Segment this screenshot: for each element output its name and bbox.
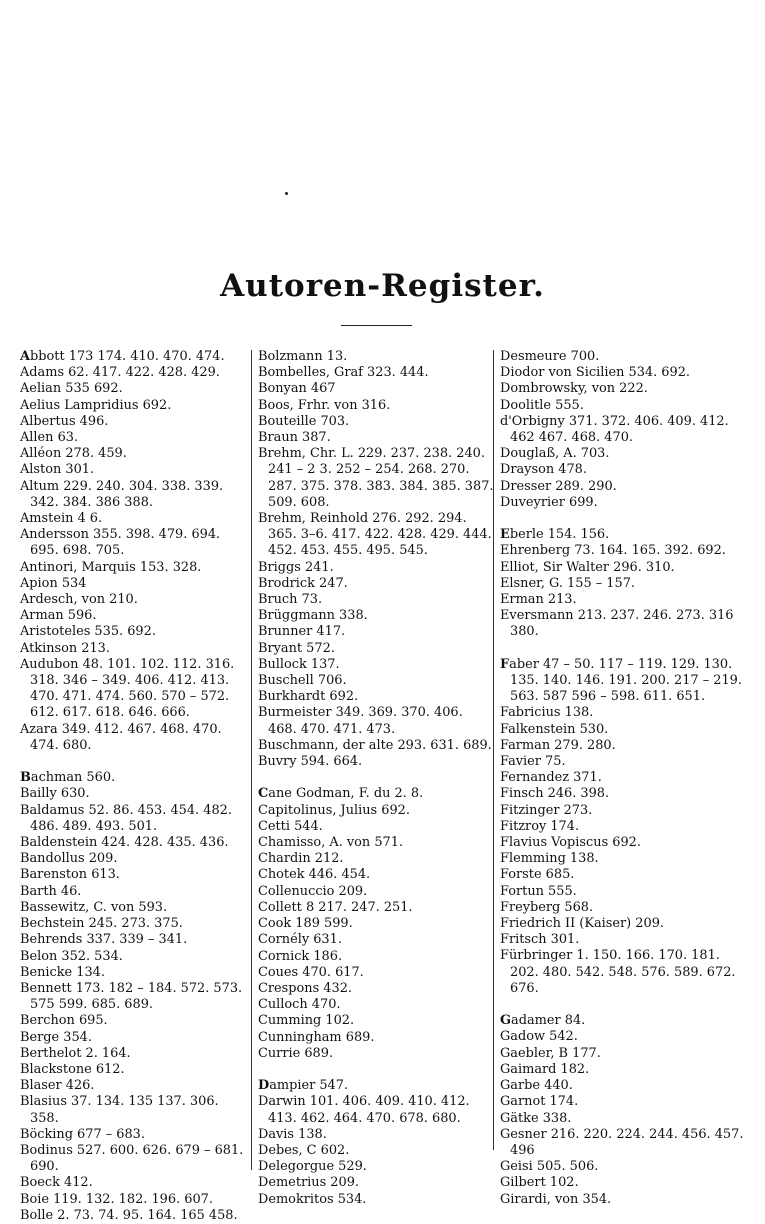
index-entry xyxy=(20,867,248,883)
index-entry xyxy=(500,916,744,932)
index-entry xyxy=(500,722,744,738)
section-gap xyxy=(20,754,248,770)
entry-text: Buschell 706. xyxy=(258,673,347,689)
entry-text: Fitzinger 273. xyxy=(500,802,593,818)
index-entry xyxy=(20,1013,248,1029)
title-rule xyxy=(341,325,412,326)
index-column-1 xyxy=(20,349,248,1224)
entry-text: Garnot 174. xyxy=(500,1094,579,1110)
index-entry xyxy=(20,835,248,851)
index-entry xyxy=(20,1078,248,1094)
entry-text: Favier 75. xyxy=(500,754,566,770)
index-entry xyxy=(500,495,744,511)
section-initial: F xyxy=(500,656,510,672)
entry-text: Boie 119. 132. 182. 196. 607. xyxy=(20,1191,213,1207)
entry-text: aber 47 – 50. 117 – 119. 129. 130. 135. 140. 146. 191. 200. 217 – 219. 563. 587 596 – 598. 611. 651. xyxy=(509,656,742,705)
entry-text: Fortun 555. xyxy=(500,883,577,899)
entry-text: achman 560. xyxy=(30,770,116,786)
index-entry xyxy=(258,414,494,430)
entry-text: Farman 279. 280. xyxy=(500,737,616,753)
entry-text: Azara 349. 412. 467. 468. 470. 474. 680. xyxy=(20,721,222,753)
index-entry xyxy=(20,1175,248,1191)
entry-text: Barth 46. xyxy=(20,883,82,899)
index-entry xyxy=(500,705,744,721)
index-entry xyxy=(500,1111,744,1127)
index-entry xyxy=(20,1208,248,1224)
entry-text: Chardin 212. xyxy=(258,851,344,867)
entry-text: Berthelot 2. 164. xyxy=(20,1045,131,1061)
index-entry xyxy=(500,1127,744,1159)
index-entry xyxy=(500,835,744,851)
entry-text: Flemming 138. xyxy=(500,851,599,867)
index-entry xyxy=(20,981,248,1013)
index-entry xyxy=(500,592,744,608)
entry-text: Braun 387. xyxy=(258,430,331,446)
index-entry xyxy=(500,754,744,770)
index-entry xyxy=(500,738,744,754)
index-entry xyxy=(20,381,248,397)
index-entry xyxy=(20,932,248,948)
entry-text: Alléon 278. 459. xyxy=(20,446,127,462)
index-entry xyxy=(20,770,248,786)
entry-text: Douglaß, A. 703. xyxy=(500,446,610,462)
entry-text: Davis 138. xyxy=(258,1126,327,1142)
index-entry xyxy=(20,1143,248,1175)
entry-text: ampier 547. xyxy=(269,1078,349,1094)
index-entry xyxy=(258,624,494,640)
index-entry xyxy=(500,446,744,462)
index-entry xyxy=(258,965,494,981)
entry-text: Buvry 594. 664. xyxy=(258,754,363,770)
entry-text: Arman 596. xyxy=(20,608,97,624)
index-entry xyxy=(258,738,494,754)
index-entry xyxy=(258,851,494,867)
entry-text: Duveyrier 699. xyxy=(500,494,598,510)
entry-text: Bolle 2. 73. 74. 95. 164. 165 458. xyxy=(20,1207,238,1223)
index-entry xyxy=(20,511,248,527)
index-entry xyxy=(20,803,248,835)
index-entry xyxy=(500,462,744,478)
index-entry xyxy=(258,803,494,819)
entry-text: Baldenstein 424. 428. 435. 436. xyxy=(20,835,229,851)
entry-text: Darwin 101. 406. 409. 410. 412. 413. 462. 464. 470. 678. 680. xyxy=(258,1094,470,1126)
index-entry xyxy=(258,981,494,997)
entry-text: Cornély 631. xyxy=(258,932,342,948)
page-title: Autoren-Register. xyxy=(220,268,545,304)
index-entry xyxy=(500,1094,744,1110)
index-column-2 xyxy=(258,349,494,1208)
index-entry xyxy=(500,867,744,883)
entry-text: Bullock 137. xyxy=(258,656,340,672)
entry-text: Bruch 73. xyxy=(258,592,323,608)
entry-text: Benicke 134. xyxy=(20,964,105,980)
section-initial: G xyxy=(500,1013,512,1029)
entry-text: Blaser 426. xyxy=(20,1078,95,1094)
entry-text: Buschmann, der alte 293. 631. 689. xyxy=(258,737,492,753)
entry-text: Berge 354. xyxy=(20,1029,92,1045)
entry-text: Bandollus 209. xyxy=(20,851,118,867)
index-entry xyxy=(500,786,744,802)
index-entry xyxy=(500,819,744,835)
entry-text: Bonyan 467 xyxy=(258,381,336,397)
index-entry xyxy=(500,803,744,819)
index-entry xyxy=(20,1030,248,1046)
entry-text: Brehm, Reinhold 276. 292. 294. 365. 3–6. 417. 422. 428. 429. 444. 452. 453. 455. 495. 545. xyxy=(258,511,492,559)
entry-text: Bennett 173. 182 – 184. 572. 573. 575 599. 685. 689. xyxy=(20,980,243,1013)
entry-text: Brodrick 247. xyxy=(258,575,348,591)
index-entry xyxy=(258,511,494,560)
index-entry xyxy=(20,592,248,608)
index-entry xyxy=(258,1159,494,1175)
entry-text: Bechstein 245. 273. 375. xyxy=(20,916,183,932)
index-entry xyxy=(500,365,744,381)
entry-text: Brüggmann 338. xyxy=(258,608,368,624)
index-entry xyxy=(258,592,494,608)
index-entry xyxy=(258,560,494,576)
index-entry xyxy=(20,624,248,640)
index-entry xyxy=(20,576,248,592)
entry-text: Collenuccio 209. xyxy=(258,883,368,899)
entry-text: Cunningham 689. xyxy=(258,1029,375,1045)
column-divider-2 xyxy=(493,350,494,1150)
entry-text: Fürbringer 1. 150. 166. 170. 181. 202. 480. 542. 548. 576. 589. 672. 676. xyxy=(500,948,736,996)
entry-text: Chamisso, A. von 571. xyxy=(258,835,404,851)
entry-text: Ardesch, von 210. xyxy=(20,592,138,608)
index-entry xyxy=(20,641,248,657)
entry-text: Barenston 613. xyxy=(20,867,120,883)
section-initial: B xyxy=(20,770,31,786)
index-entry xyxy=(20,900,248,916)
index-entry xyxy=(20,1094,248,1126)
entry-text: Chotek 446. 454. xyxy=(258,867,371,883)
entry-text: Gadow 542. xyxy=(500,1029,578,1045)
entry-text: Debes, C 602. xyxy=(258,1142,350,1158)
index-entry xyxy=(258,786,494,802)
index-entry xyxy=(258,1175,494,1191)
entry-text: Boeck 412. xyxy=(20,1175,93,1191)
index-entry xyxy=(258,754,494,770)
index-entry xyxy=(20,414,248,430)
entry-text: Cornick 186. xyxy=(258,948,343,964)
index-entry xyxy=(500,884,744,900)
entry-text: Collett 8 217. 247. 251. xyxy=(258,899,413,915)
index-entry xyxy=(20,722,248,754)
index-entry xyxy=(258,705,494,737)
entry-text: Bolzmann 13. xyxy=(258,349,348,364)
section-gap xyxy=(258,1062,494,1078)
index-entry xyxy=(258,884,494,900)
index-entry xyxy=(20,462,248,478)
entry-text: Cook 189 599. xyxy=(258,916,353,932)
entry-text: Andersson 355. 398. 479. 694. 695. 698. 705. xyxy=(20,527,221,559)
index-entry xyxy=(500,527,744,543)
index-entry xyxy=(258,430,494,446)
index-entry xyxy=(258,949,494,965)
speck-mark xyxy=(285,192,288,195)
index-entry xyxy=(258,398,494,414)
entry-text: Culloch 470. xyxy=(258,997,341,1013)
entry-text: ane Godman, F. du 2. 8. xyxy=(268,786,424,802)
section-gap xyxy=(258,770,494,786)
entry-text: Coues 470. 617. xyxy=(258,964,364,980)
entry-text: Crespons 432. xyxy=(258,980,352,996)
index-entry xyxy=(500,657,744,706)
entry-text: Apion 534 xyxy=(20,575,87,591)
entry-text: Bodinus 527. 600. 626. 679 – 681. 690. xyxy=(20,1142,244,1175)
section-gap xyxy=(500,641,744,657)
index-entry xyxy=(258,1127,494,1143)
entry-text: Forste 685. xyxy=(500,867,575,883)
entry-text: Garbe 440. xyxy=(500,1078,573,1094)
index-entry xyxy=(258,657,494,673)
index-entry xyxy=(258,1143,494,1159)
entry-text: Ehrenberg 73. 164. 165. 392. 692. xyxy=(500,543,726,559)
entry-text: Audubon 48. 101. 102. 112. 316. 318. 346 – 349. 406. 412. 413. 470. 471. 474. 560. 570 – 572. 612. 617. 618. 646. 666. xyxy=(20,656,235,721)
section-initial: C xyxy=(258,786,269,802)
index-entry xyxy=(500,770,744,786)
index-entry xyxy=(258,867,494,883)
entry-text: Amstein 4 6. xyxy=(20,511,103,527)
entry-text: Aelius Lampridius 692. xyxy=(20,397,172,413)
entry-text: Blasius 37. 134. 135 137. 306. 358. xyxy=(20,1094,219,1126)
index-entry xyxy=(500,948,744,997)
index-entry xyxy=(258,689,494,705)
entry-text: Blackstone 612. xyxy=(20,1061,125,1077)
index-entry xyxy=(20,851,248,867)
index-entry xyxy=(500,479,744,495)
index-entry xyxy=(258,835,494,851)
index-entry xyxy=(20,916,248,932)
entry-text: Bombelles, Graf 323. 444. xyxy=(258,365,429,381)
entry-text: Freyberg 568. xyxy=(500,899,594,915)
index-entry xyxy=(500,576,744,592)
index-entry xyxy=(500,1046,744,1062)
index-entry xyxy=(258,1078,494,1094)
index-entry xyxy=(20,1046,248,1062)
section-initial: D xyxy=(258,1078,270,1094)
index-entry xyxy=(20,786,248,802)
entry-text: Finsch 246. 398. xyxy=(500,786,610,802)
index-entry xyxy=(500,608,744,640)
index-entry xyxy=(500,414,744,446)
index-entry xyxy=(500,543,744,559)
index-entry xyxy=(258,916,494,932)
entry-text: Gaebler, B 177. xyxy=(500,1045,601,1061)
entry-text: Bryant 572. xyxy=(258,640,335,656)
index-entry xyxy=(20,527,248,559)
column-divider-1 xyxy=(251,350,252,1170)
index-entry xyxy=(20,365,248,381)
index-entry xyxy=(500,1175,744,1191)
entry-text: Desmeure 700. xyxy=(500,349,600,364)
entry-text: Girardi, von 354. xyxy=(500,1191,612,1207)
entry-text: Burkhardt 692. xyxy=(258,689,359,705)
entry-text: Elsner, G. 155 – 157. xyxy=(500,575,635,591)
entry-text: Antinori, Marquis 153. 328. xyxy=(20,559,202,575)
entry-text: Demokritos 534. xyxy=(258,1191,367,1207)
entry-text: Delegorgue 529. xyxy=(258,1159,367,1175)
entry-text: Cumming 102. xyxy=(258,1013,355,1029)
entry-text: Gilbert 102. xyxy=(500,1175,579,1191)
section-gap xyxy=(500,511,744,527)
entry-text: Alston 301. xyxy=(20,462,95,478)
entry-text: Brehm, Chr. L. 229. 237. 238. 240. 241 – 2 3. 252 – 254. 268. 270. 287. 375. 378. 383. 384. 385. 387. 509. 608. xyxy=(258,446,494,510)
index-entry xyxy=(500,560,744,576)
entry-text: berle 154. 156. xyxy=(509,527,610,543)
index-entry xyxy=(20,430,248,446)
entry-text: Drayson 478. xyxy=(500,462,587,478)
index-entry xyxy=(258,819,494,835)
entry-text: Currie 689. xyxy=(258,1045,334,1061)
entry-text: Gätke 338. xyxy=(500,1110,572,1126)
index-entry xyxy=(500,398,744,414)
entry-text: Falkenstein 530. xyxy=(500,721,609,737)
index-entry xyxy=(258,932,494,948)
index-column-3 xyxy=(500,349,744,1208)
entry-text: Demetrius 209. xyxy=(258,1175,359,1191)
entry-text: Dombrowsky, von 222. xyxy=(500,381,648,397)
entry-text: Bouteille 703. xyxy=(258,413,350,429)
index-entry xyxy=(500,1078,744,1094)
index-entry xyxy=(20,965,248,981)
entry-text: Cetti 544. xyxy=(258,818,323,834)
index-entry xyxy=(500,1013,744,1029)
entry-text: Böcking 677 – 683. xyxy=(20,1126,145,1142)
entry-text: Brunner 417. xyxy=(258,624,346,640)
index-entry xyxy=(258,673,494,689)
entry-text: Elliot, Sir Walter 296. 310. xyxy=(500,559,675,575)
entry-text: Erman 213. xyxy=(500,592,577,608)
entry-text: Burmeister 349. 369. 370. 406. 468. 470. 471. 473. xyxy=(258,705,463,737)
entry-text: Boos, Frhr. von 316. xyxy=(258,397,391,413)
index-entry xyxy=(500,381,744,397)
index-entry xyxy=(20,560,248,576)
index-entry xyxy=(258,1013,494,1029)
index-entry xyxy=(20,608,248,624)
entry-text: Baldamus 52. 86. 453. 454. 482. 486. 489. 493. 501. xyxy=(20,802,232,834)
section-initial: A xyxy=(20,349,31,364)
entry-text: adamer 84. xyxy=(511,1013,586,1029)
entry-text: Berchon 695. xyxy=(20,1013,108,1029)
entry-text: Aristoteles 535. 692. xyxy=(20,624,156,640)
entry-text: d'Orbigny 371. 372. 406. 409. 412. 462 467. 468. 470. xyxy=(500,413,729,446)
entry-text: Albertus 496. xyxy=(20,413,109,429)
index-entry xyxy=(20,349,248,365)
index-entry xyxy=(258,349,494,365)
index-entry xyxy=(258,608,494,624)
index-entry xyxy=(20,949,248,965)
entry-text: Belon 352. 534. xyxy=(20,948,123,964)
entry-text: Behrends 337. 339 – 341. xyxy=(20,932,188,948)
index-entry xyxy=(20,657,248,722)
entry-text: Geisi 505. 506. xyxy=(500,1159,599,1175)
index-entry xyxy=(20,479,248,511)
entry-text: Briggs 241. xyxy=(258,559,334,575)
index-entry xyxy=(20,446,248,462)
index-entry xyxy=(500,349,744,365)
section-initial: E xyxy=(500,527,510,543)
index-entry xyxy=(258,1046,494,1062)
index-entry xyxy=(500,900,744,916)
entry-text: Diodor von Sicilien 534. 692. xyxy=(500,365,691,381)
entry-text: Eversmann 213. 237. 246. 273. 316 380. xyxy=(500,608,734,640)
entry-text: Gaimard 182. xyxy=(500,1061,590,1077)
index-entry xyxy=(258,381,494,397)
entry-text: Gesner 216. 220. 224. 244. 456. 457. 496 xyxy=(500,1126,744,1158)
entry-text: Adams 62. 417. 422. 428. 429. xyxy=(20,365,220,381)
entry-text: Capitolinus, Julius 692. xyxy=(258,802,410,818)
index-entry xyxy=(258,446,494,511)
index-entry xyxy=(500,1159,744,1175)
entry-text: Bailly 630. xyxy=(20,786,90,802)
index-entry xyxy=(258,576,494,592)
entry-text: Fabricius 138. xyxy=(500,705,594,721)
entry-text: Fernandez 371. xyxy=(500,770,602,786)
index-entry xyxy=(258,365,494,381)
index-entry xyxy=(20,398,248,414)
entry-text: Fitzroy 174. xyxy=(500,818,580,834)
entry-text: Flavius Vopiscus 692. xyxy=(500,835,641,851)
index-entry xyxy=(258,1030,494,1046)
entry-text: bbott 173 174. 410. 470. 474. xyxy=(30,349,225,364)
entry-text: Doolitle 555. xyxy=(500,397,584,413)
index-entry xyxy=(20,884,248,900)
entry-text: Fritsch 301. xyxy=(500,932,580,948)
index-entry xyxy=(20,1127,248,1143)
section-gap xyxy=(500,997,744,1013)
entry-text: Aelian 535 692. xyxy=(20,381,123,397)
index-entry xyxy=(258,997,494,1013)
entry-text: Bassewitz, C. von 593. xyxy=(20,899,168,915)
index-entry xyxy=(500,1062,744,1078)
entry-text: Friedrich II (Kaiser) 209. xyxy=(500,916,664,932)
index-entry xyxy=(500,932,744,948)
index-entry xyxy=(500,1029,744,1045)
entry-text: Atkinson 213. xyxy=(20,640,110,656)
index-entry xyxy=(258,900,494,916)
entry-text: Allen 63. xyxy=(20,430,79,446)
index-entry xyxy=(258,641,494,657)
index-entry xyxy=(20,1062,248,1078)
index-entry xyxy=(500,851,744,867)
entry-text: Altum 229. 240. 304. 338. 339. 342. 384. 386 388. xyxy=(20,478,224,510)
index-entry xyxy=(258,1094,494,1126)
entry-text: Dresser 289. 290. xyxy=(500,478,617,494)
